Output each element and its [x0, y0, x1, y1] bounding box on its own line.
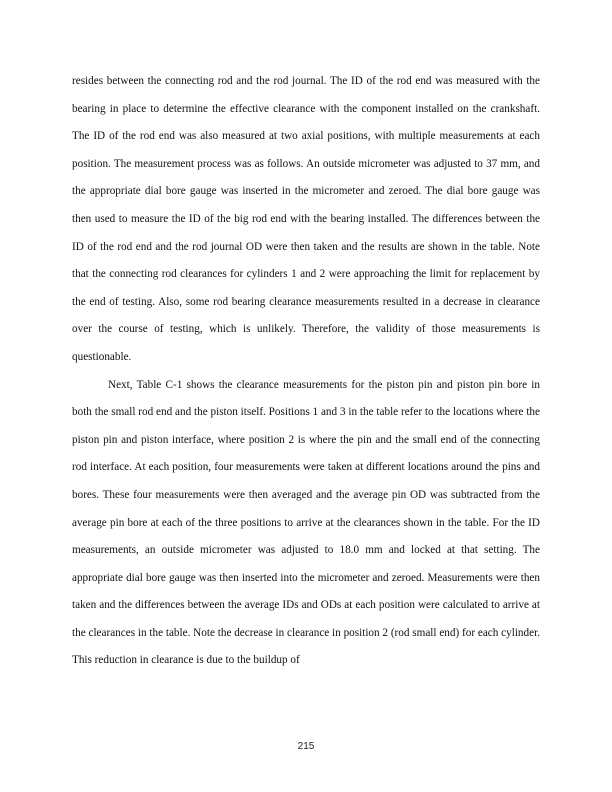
page-number: 215 — [297, 741, 315, 752]
body-text — [72, 68, 540, 675]
paragraph-piston-pin-clearance: Next, Table C-1 shows the clearance measurements for the piston pin and piston pin bore in both the small rod end and the piston itself. Positions 1 and 3 in the table refer to the locations where the piston pin and piston interface, where position 2 is where the pin and the small end of the connecting rod interface. At each position, four measurements were taken at different locations around the pins and bores. These four measurements were then averaged and the average pin OD was subtracted from the average pin bore at each of the three positions to arrive at the clearances shown in the table. For the ID measurements, an outside micrometer was adjusted to 18.0 mm and locked at that setting. The appropriate dial bore gauge was then inserted into the micrometer and zeroed. Measurements were then taken and the differences between the average IDs and ODs at each position were calculated to arrive at the clearances in the table. Note the decrease in clearance in position 2 (rod small end) for each cylinder. This reduction in clearance is due to the buildup of — [72, 378, 540, 667]
paragraph-rod-end-clearance: resides between the connecting rod and the rod journal. The ID of the rod end was measured with the bearing in place to determine the effective clearance with the component installed on the crankshaft. The ID of the rod end was also measured at two axial positions, with multiple measurements at each position. The measurement process was as follows. An outside micrometer was adjusted to 37 mm, and the appropriate dial bore gauge was inserted in the micrometer and zeroed. The dial bore gauge was then used to measure the ID of the big rod end with the bearing installed. The differences between the ID of the rod end and the rod journal OD were then taken and the results are shown in the table. Note that the connecting rod clearances for cylinders 1 and 2 were approaching the limit for replacement by the end of testing. Also, some rod bearing clearance measurements resulted in a decrease in clearance over the course of testing, which is unlikely. Therefore, the validity of those measurements is questionable. — [72, 75, 540, 363]
